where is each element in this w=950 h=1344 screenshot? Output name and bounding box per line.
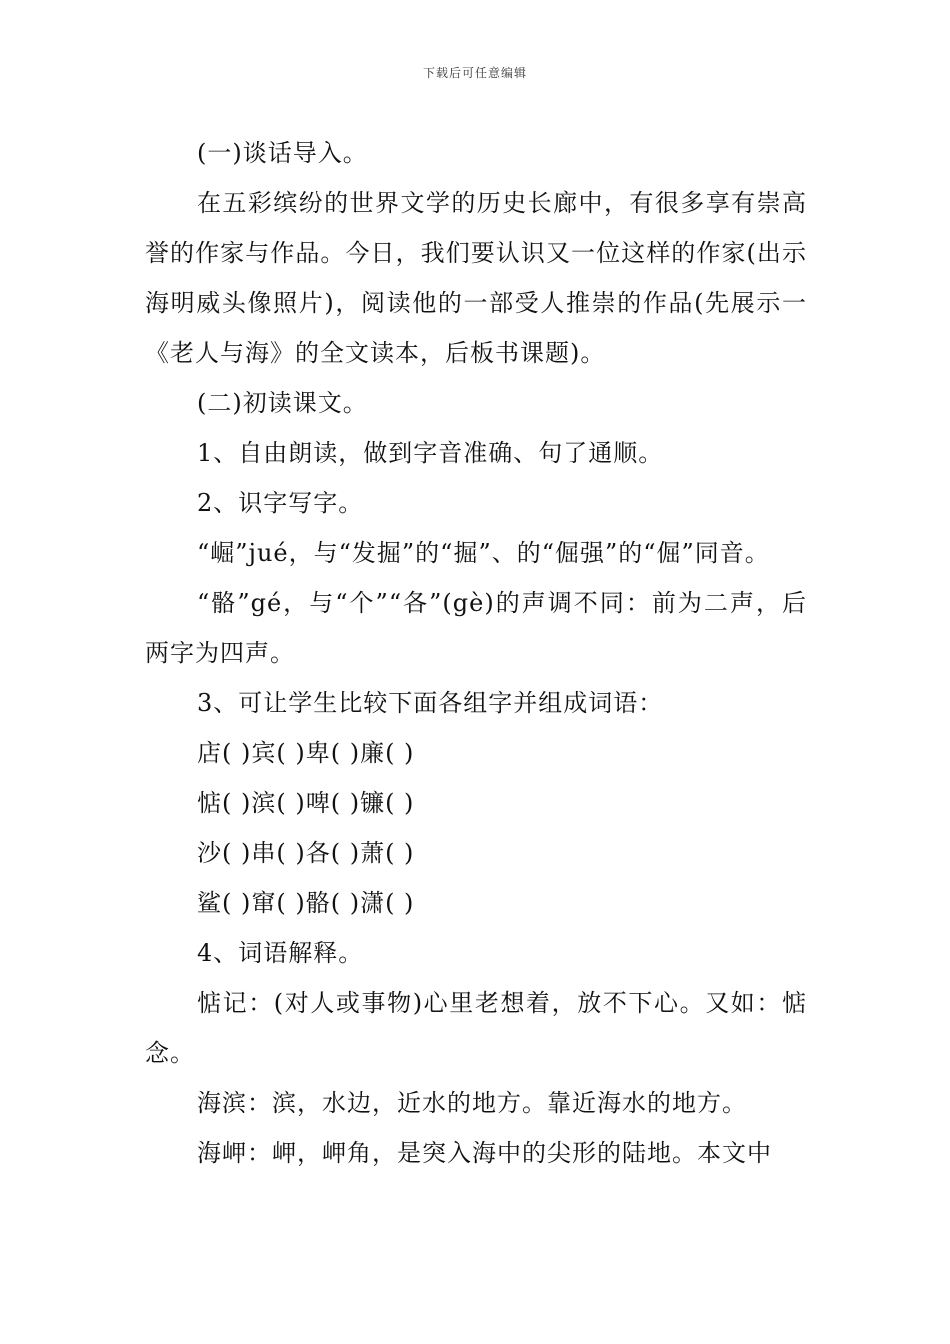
paragraph-intro-text: 在五彩缤纷的世界文学的历史长廊中，有很多享有崇高誉的作家与作品。今日，我们要认识又一位这样的作家(出示海明威头像照片)，阅读他的一部受人推崇的作品(先展示一《老人与海》的全文读本，后板书课题)。 — [145, 189, 807, 367]
document-body — [145, 128, 807, 1178]
paragraph-definition-dianji: 惦记：(对人或事物)心里老想着，放不下心。又如：惦念。 — [145, 989, 807, 1067]
paragraph-step-4: 4、词语解释。 — [197, 939, 364, 967]
paragraph-step-3: 3、可让学生比较下面各组字并组成词语： — [197, 689, 664, 717]
page-header: 下载后可任意编辑 — [422, 66, 527, 80]
char-group-row: 店( )宾( )卑( )廉( ) — [197, 739, 415, 767]
paragraph-definition-haijia: 海岬：岬，岬角，是突入海中的尖形的陆地。本文中 — [197, 1139, 772, 1167]
char-group-row: 惦( )滨( )啤( )镰( ) — [197, 789, 415, 817]
char-group-row: 沙( )串( )各( )萧( ) — [197, 839, 415, 867]
paragraph-step-1: 1、自由朗读，做到字音准确、句了通顺。 — [197, 439, 664, 467]
char-group-row: 鲨( )窜( )骼( )潇( ) — [197, 889, 415, 917]
paragraph-step-2: 2、识字写字。 — [197, 489, 364, 517]
paragraph-jue-note: “崛”jué，与“发掘”的“掘”、的“倔强”的“倔”同音。 — [197, 539, 770, 567]
section-heading-first-reading: (二)初读课文。 — [197, 389, 368, 417]
paragraph-definition-haibin: 海滨：滨，水边，近水的地方。靠近海水的地方。 — [197, 1089, 747, 1117]
paragraph-ge-note: “骼”gé，与“个”“各”(gè)的声调不同：前为二声，后两字为四声。 — [145, 589, 807, 667]
section-heading-intro: (一)谈话导入。 — [197, 139, 368, 167]
